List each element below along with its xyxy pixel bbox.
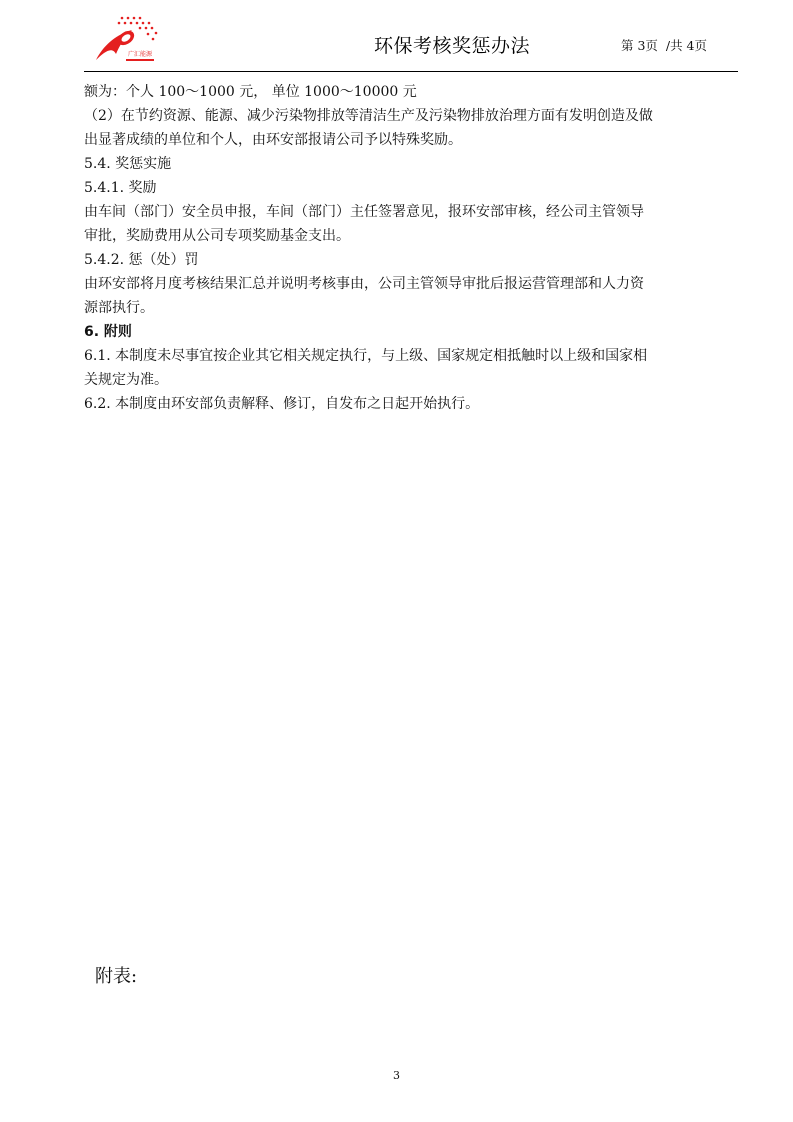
header-rule bbox=[84, 71, 738, 72]
subsection-heading: 5.4.2. 惩（处）罚 bbox=[84, 252, 199, 268]
body-line: 审批，奖励费用从公司专项奖励基金支出。 bbox=[84, 228, 350, 244]
subsection-heading: 5.4.1. 奖励 bbox=[84, 180, 157, 196]
body-line: 出显著成绩的单位和个人，由环安部报请公司予以特殊奖励。 bbox=[84, 132, 462, 148]
body-line: 由环安部将月度考核结果汇总并说明考核事由，公司主管领导审批后报运营管理部和人力资 bbox=[84, 276, 644, 292]
page-number: 3 bbox=[393, 1069, 400, 1082]
body-line: 由车间（部门）安全员申报，车间（部门）主任签署意见，报环安部审核，经公司主管领导 bbox=[84, 204, 644, 220]
page-info: 第 3页 /共 4页 bbox=[621, 38, 708, 53]
company-logo bbox=[92, 14, 162, 64]
section-heading: 5.4. 奖惩实施 bbox=[84, 156, 172, 172]
logo-text: 广汇能源 bbox=[128, 51, 153, 58]
body-line: 6.2. 本制度由环安部负责解释、修订，自发布之日起开始执行。 bbox=[84, 396, 480, 412]
document-title: 环保考核奖惩办法 bbox=[374, 35, 531, 57]
body-line: 关规定为准。 bbox=[84, 372, 168, 388]
appendix-label: 附表: bbox=[95, 966, 138, 987]
body-line: 源部执行。 bbox=[84, 300, 154, 316]
body-line: （2）在节约资源、能源、减少污染物排放等清洁生产及污染物排放治理方面有发明创造及做 bbox=[84, 108, 653, 124]
section-heading-appendix-rules: 6. 附则 bbox=[84, 324, 132, 340]
body-line: 额为：个人 100～1000 元， 单位 1000～10000 元 bbox=[84, 84, 417, 100]
document-body bbox=[84, 80, 740, 416]
body-line: 6.1. 本制度未尽事宜按企业其它相关规定执行，与上级、国家规定相抵触时以上级和国家相 bbox=[84, 348, 648, 364]
